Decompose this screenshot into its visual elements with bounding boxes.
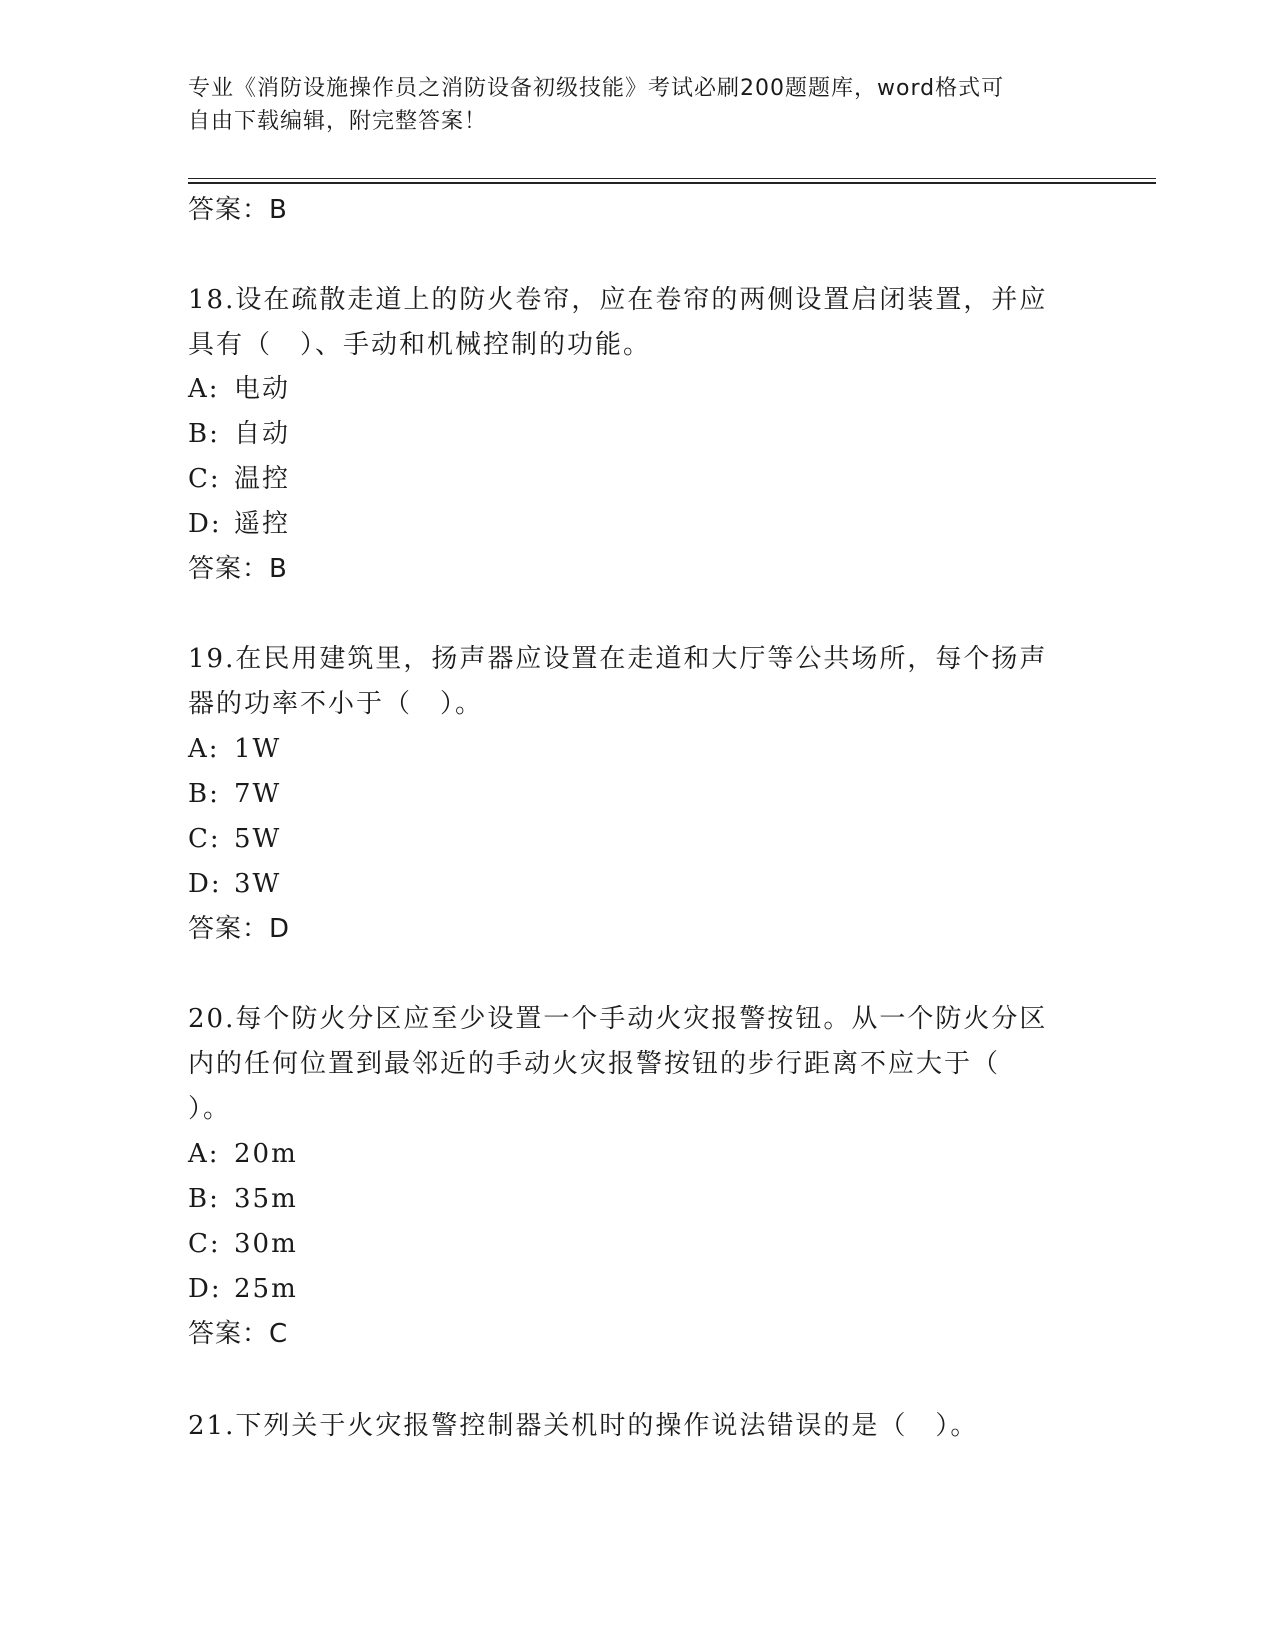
option-text: 遥控 bbox=[234, 509, 291, 539]
option-c bbox=[188, 1227, 298, 1261]
option-c bbox=[188, 462, 290, 496]
option-text: 20m bbox=[234, 1139, 298, 1169]
option-letter: A: bbox=[188, 734, 220, 764]
option-text: 30m bbox=[234, 1229, 298, 1259]
option-letter: B: bbox=[188, 419, 220, 449]
option-d bbox=[188, 507, 290, 541]
question-text-line: 20.每个防火分区应至少设置一个手动火灾报警按钮。从一个防火分区 bbox=[188, 1004, 1048, 1034]
option-text: 5W bbox=[234, 824, 282, 854]
answer-line: 答案：C bbox=[188, 1319, 289, 1349]
option-letter: B: bbox=[188, 779, 220, 809]
header-rule-bottom bbox=[188, 182, 1156, 184]
question-text-line: 具有（ ）、手动和机械控制的功能。 bbox=[188, 330, 652, 360]
option-a bbox=[188, 732, 281, 766]
option-d bbox=[188, 867, 281, 901]
question-text-line: 18.设在疏散走道上的防火卷帘，应在卷帘的两侧设置启闭装置，并应 bbox=[188, 285, 1048, 315]
question-text-line: 21.下列关于火灾报警控制器关机时的操作说法错误的是（ ）。 bbox=[188, 1411, 979, 1441]
option-letter: D: bbox=[188, 869, 222, 899]
option-text: 温控 bbox=[234, 464, 291, 494]
option-letter: B: bbox=[188, 1184, 220, 1214]
question-text-line: 器的功率不小于（ ）。 bbox=[188, 689, 484, 719]
option-b bbox=[188, 777, 281, 811]
document-header bbox=[188, 72, 1078, 138]
option-d bbox=[188, 1272, 298, 1306]
header-line-1: 专业《消防设施操作员之消防设备初级技能》考试必刷200题题库，word格式可 bbox=[188, 76, 1005, 101]
option-letter: A: bbox=[188, 1139, 220, 1169]
option-text: 电动 bbox=[234, 374, 291, 404]
header-rule-top bbox=[188, 178, 1156, 179]
option-b bbox=[188, 1182, 298, 1216]
option-letter: C: bbox=[188, 1229, 221, 1259]
option-text: 25m bbox=[234, 1274, 298, 1304]
question-text-line: ）。 bbox=[188, 1094, 232, 1124]
option-text: 1W bbox=[234, 734, 282, 764]
option-c bbox=[188, 822, 281, 856]
option-letter: D: bbox=[188, 509, 222, 539]
question-text-line: 内的任何位置到最邻近的手动火灾报警按钮的步行距离不应大于（ bbox=[188, 1049, 1001, 1079]
option-letter: C: bbox=[188, 464, 221, 494]
question-text-line: 19.在民用建筑里，扬声器应设置在走道和大厅等公共场所，每个扬声 bbox=[188, 644, 1048, 674]
option-letter: A: bbox=[188, 374, 220, 404]
option-b bbox=[188, 417, 290, 451]
option-text: 3W bbox=[234, 869, 282, 899]
answer-line: 答案：D bbox=[188, 914, 291, 944]
option-text: 35m bbox=[234, 1184, 298, 1214]
option-text: 7W bbox=[234, 779, 282, 809]
answer-line: 答案：B bbox=[188, 554, 288, 584]
previous-answer: 答案：B bbox=[188, 195, 288, 225]
option-letter: C: bbox=[188, 824, 221, 854]
option-a bbox=[188, 372, 290, 406]
option-a bbox=[188, 1137, 298, 1171]
header-line-2: 自由下载编辑，附完整答案！ bbox=[188, 109, 488, 134]
option-letter: D: bbox=[188, 1274, 222, 1304]
option-text: 自动 bbox=[234, 419, 291, 449]
